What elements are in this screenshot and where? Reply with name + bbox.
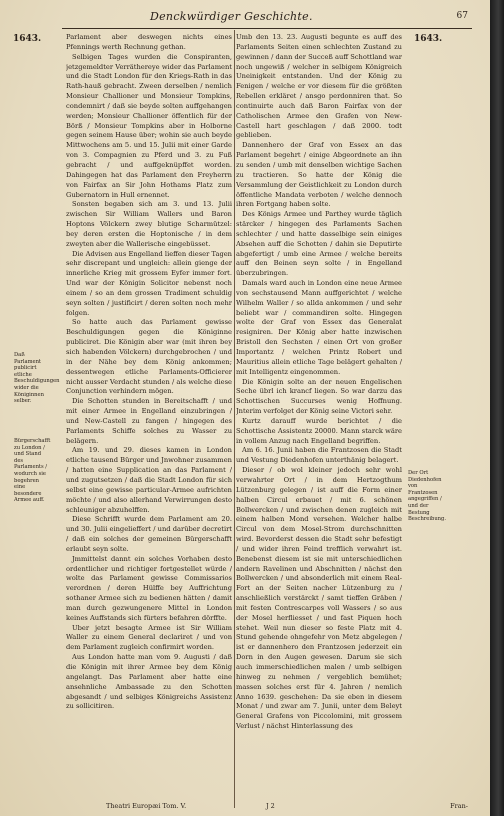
- header-rule: [62, 28, 472, 29]
- paragraph: Sonsten begaben sich am 3. und 13. Julii zwischen Sir William Wallers und Baron Hoptons Völckern zwey blutige Scharmützel: bey deren ersten die Hoptonische / in dem zweyten aber die Wallerische eingebüsset.: [66, 200, 232, 248]
- footer-source: Theatri Europæi Tom. V.: [106, 802, 187, 810]
- signature-mark: J 2: [266, 802, 275, 810]
- paragraph: Die Schotten stunden in Bereitschafft / und mit einer Armee in Engelland einzubringen / und New-Castell zu fangen / hingegen des Parlaments Schiffe solches zu Wasser zu belägern.: [66, 397, 232, 445]
- paragraph: Dannenhero der Graf von Essex an das Parlament begehrt / einige Abgeordnete an ihn zu senden / umb mit denselben wichtige Sachen zu tractieren. So hatte der König die Versammlung der Geistlichkeit zu London durch öffentliche Mandata verboten / welche dennoch ihren Fortgang haben solte.: [236, 141, 402, 209]
- paragraph: Damals ward auch in London eine neue Armee von sechstausend Mann auffgerichtet / welche Wilhelm Waller / so allda ankommen / und sehr beliebt war / commandiren solte. Hingegen wolte der Graf von Essex das Generalat resigniren. Der König aber hatte inzwischen Bristoll den Sechsten / einen Ort von großer Importantz / welchen Printz Robert und Mauritius allein etliche Tage belägert gehalten / mit Intelligentz eingenommen.: [236, 279, 402, 376]
- running-header: [70, 7, 472, 27]
- margin-note-left: Daß Parlament publicirt etliche Beschuldigungen wider die Königinnen selber.: [14, 352, 60, 405]
- column-divider: [234, 30, 235, 808]
- paragraph: Umb den 13. 23. Augusti begunte es auff des Parlaments Seiten einen schlechten Zustand zu gewinnen / dann der Succeß auff Schottland war noch ungewiß / welcher in selbigem Königreich Uneinigkeit entstanden. Und der König zu Fenigen / welche er vor diesem für die größten Rebellen erkläret / ansgo perdonniren that. So continuirte auch daß Baron Fairfax von der Catholischen Armee den Grafen von New-Castell hart geschlagen / daß 2000. todt geblieben.: [236, 33, 402, 140]
- paragraph: So hatte auch das Parlament gewisse Beschuldigungen gegen die Königinne publiciret. Die Königin aber war (mit ihren bey sich habenden Völckern) durchgebrochen / und in der Nähe bey dem König ankommen; dessentwegen etliche Parlaments-Officierer nicht ausser Verdacht stunden / als welche diese Conjunction verhindern mögen.: [66, 318, 232, 396]
- catchword: Fran-: [450, 802, 468, 810]
- paragraph: Am 6. 16. Junii haben die Frantzosen die Stadt und Vestung Diedenhofen unterthänig belagert.: [236, 446, 402, 465]
- text-column-right: [236, 33, 402, 801]
- paragraph: Aus London hatte man vom 9. Augusti / daß die Königin mit ihrer Armee bey dem König angelangt. Das Parlament aber hatte eine ansehnliche Ambassade zu den Schotten abgesandt / und selbiges Königreichs Assistenz zu sollicitiren.: [66, 653, 232, 711]
- paragraph: Die Königin solte an der neuen Engelischen Seche übrl ich krancf liegen. So war darzu das Schottischen Succurses wenig Hoffnung. Jnterim verfolget der König seine Victori sehr.: [236, 377, 402, 416]
- page-number: 67: [456, 11, 468, 21]
- paragraph: Des Königs Armee und Parthey wurde täglich stärcker / hingegen des Parlaments Sachen schlechter / und hatte dasselbige sein einiges Absehen auff die Schotten / dahin sie Deputirte abgefertigt / umb eine Armee / welche bereits auff den Beinen seyn solte / in Engelland überzubringen.: [236, 210, 402, 278]
- book-gutter: [490, 0, 504, 816]
- paragraph: Am 19. und 29. dieses kamen in London etliche tausend Bürger und Jnwohner zusammen / hatten eine Supplication an das Parlament / und zugutsetzen / daß die Stadt London für sich selbst eine gewisse particular-Armee aufrichten möchte / und also allerhand Verwirrungen desto schleuniger abzuhelffen.: [66, 446, 232, 514]
- year-marker-left: 1643.: [13, 34, 42, 44]
- year-marker-right: 1643.: [414, 34, 443, 44]
- paragraph: Jmmittelst dannt ein solches Vorhaben desto ordentlicher und richtiger fortgestellet würde / wolte das Parlament gewisse Commissarios verordnen / deren Hülffe bey Auffrichtung sothaner Armee sich zu bedienen hätten / damit man durch gezwungenere Mittel in London keines Auffstands sich fürters befahren dörffte.: [66, 554, 232, 622]
- margin-note-left: Bürgerschafft zu London / und Stand des Parlaments / wodurch sie begehren eine besondere Armee auff.: [14, 438, 51, 504]
- paragraph: Parlament aber deswegen nichts eines Pfennings werth Rechnung gethan.: [66, 33, 232, 51]
- text-column-left: [66, 33, 232, 801]
- paragraph: Die Advisen aus Engelland lieffen dieser Tagen sehr discrepant und ungleich: allein gienge der innerliche Krieg mit grossem Eyfer immer fort. Und war der Königin Solicitor nebenst noch einem / so an dem grossen Tradiment schuldig seyn solten / justificirt / deren solten noch mehr folgen.: [66, 249, 232, 317]
- paragraph: Uber jetzt besagte Armee ist Sir William Waller zu einem General declariret / und von dem Parlament zugleich confirmirt worden.: [66, 623, 232, 652]
- margin-note-right: Der Ort Diedenhofen von Frantzosen angegriffen / und der Bestung Beschreibung.: [408, 470, 446, 523]
- paragraph: Selbigen Tages wurden die Conspiranten, jetzgemeldter Verräthereye wider das Parlament und die Stadt London für den Kriegs-Rath in das Rath-hauß gebracht. Zween derselben / nemlich Monsieur Challioner und Monsieur Tompkins, condemnirt / daß sie beyde solten auffgehangen werden; Monsieur Challioner öffentlich für der Börß / Monsieur Tompkins aber in Holborne gegen seinem Hause über; wohin sie auch beyde Mittwochens am 5. und 15. Julii mit einer Garde von 3. Compagnien zu Pferd und 3. zu Fuß gebracht / und auffgeknüpffet worden. Dahingegen hat das Parlament den Freyherrn von Fairfax an Sir John Hothams Platz zum Gubernatorn in Hull ernennet.: [66, 52, 232, 199]
- paragraph: Dieser / ob wol kleiner jedoch sehr wohl verwahrter Ort / in dem Hertzogthum Lützenburg gelegen / ist auff die Form einer halben Circul erbauet / mit 6. schönen Bollwercken / und zwischen denen zugleich mit einem halben Mond versehen. Welcher halbe Circul von dem Mosel-Strom durchschnitten wird. Bevorderst dessen die Stadt sehr befestigt / und wider ihren Feind trefflich verwahrt ist. Benebenst diesem ist sie mit unterschiedlichen andern Ravelinen und Abschnitten / nächst den Bollwercken / und absonderlich mit einem Real-Fort an der Seiten nacher Lützenburg zu / anschließlich verstärckt / samt tieffen Gräben / mit festen Contrescarpes voll Wassers / so aus der Mosel herfliesset / und fast Piquen hoch stehet. Weil nun dieser so feste Platz mit 4. Stund gehende ohngefehr von Metz abgelegen / ist er dannenhero den Frantzosen jederzeit ein Dorn in den Augen gewesen. Darum sie sich auch immerschiedlichen malen / umb selbigen hinweg zu nehmen / vergeblich bemühet; massen solches erst für 4. Jahren / nemlich Anno 1639. geschehen: Da sie eben in diesem Monat / und zwar am 7. Junii, unter dem Beleyt General Grafens von Piccolomini, mit grossem Verlust / nächst Hinterlassung des: [236, 466, 402, 731]
- running-title: Denckwürdiger Geschichte.: [150, 10, 313, 23]
- paragraph: Diese Schrifft wurde dem Parlament am 20. und 30. Julii eingelieffert / und darüber decretirt / daß ein solches der gemeinen Bürgerschafft erlaubt seyn solte.: [66, 515, 232, 553]
- paragraph: Kurtz darauff wurde berichtet / die Schottische Assistentz 20000. Mann starck wäre in vollem Anzug nach Engelland begriffen.: [236, 416, 402, 445]
- page-footer: [66, 802, 472, 814]
